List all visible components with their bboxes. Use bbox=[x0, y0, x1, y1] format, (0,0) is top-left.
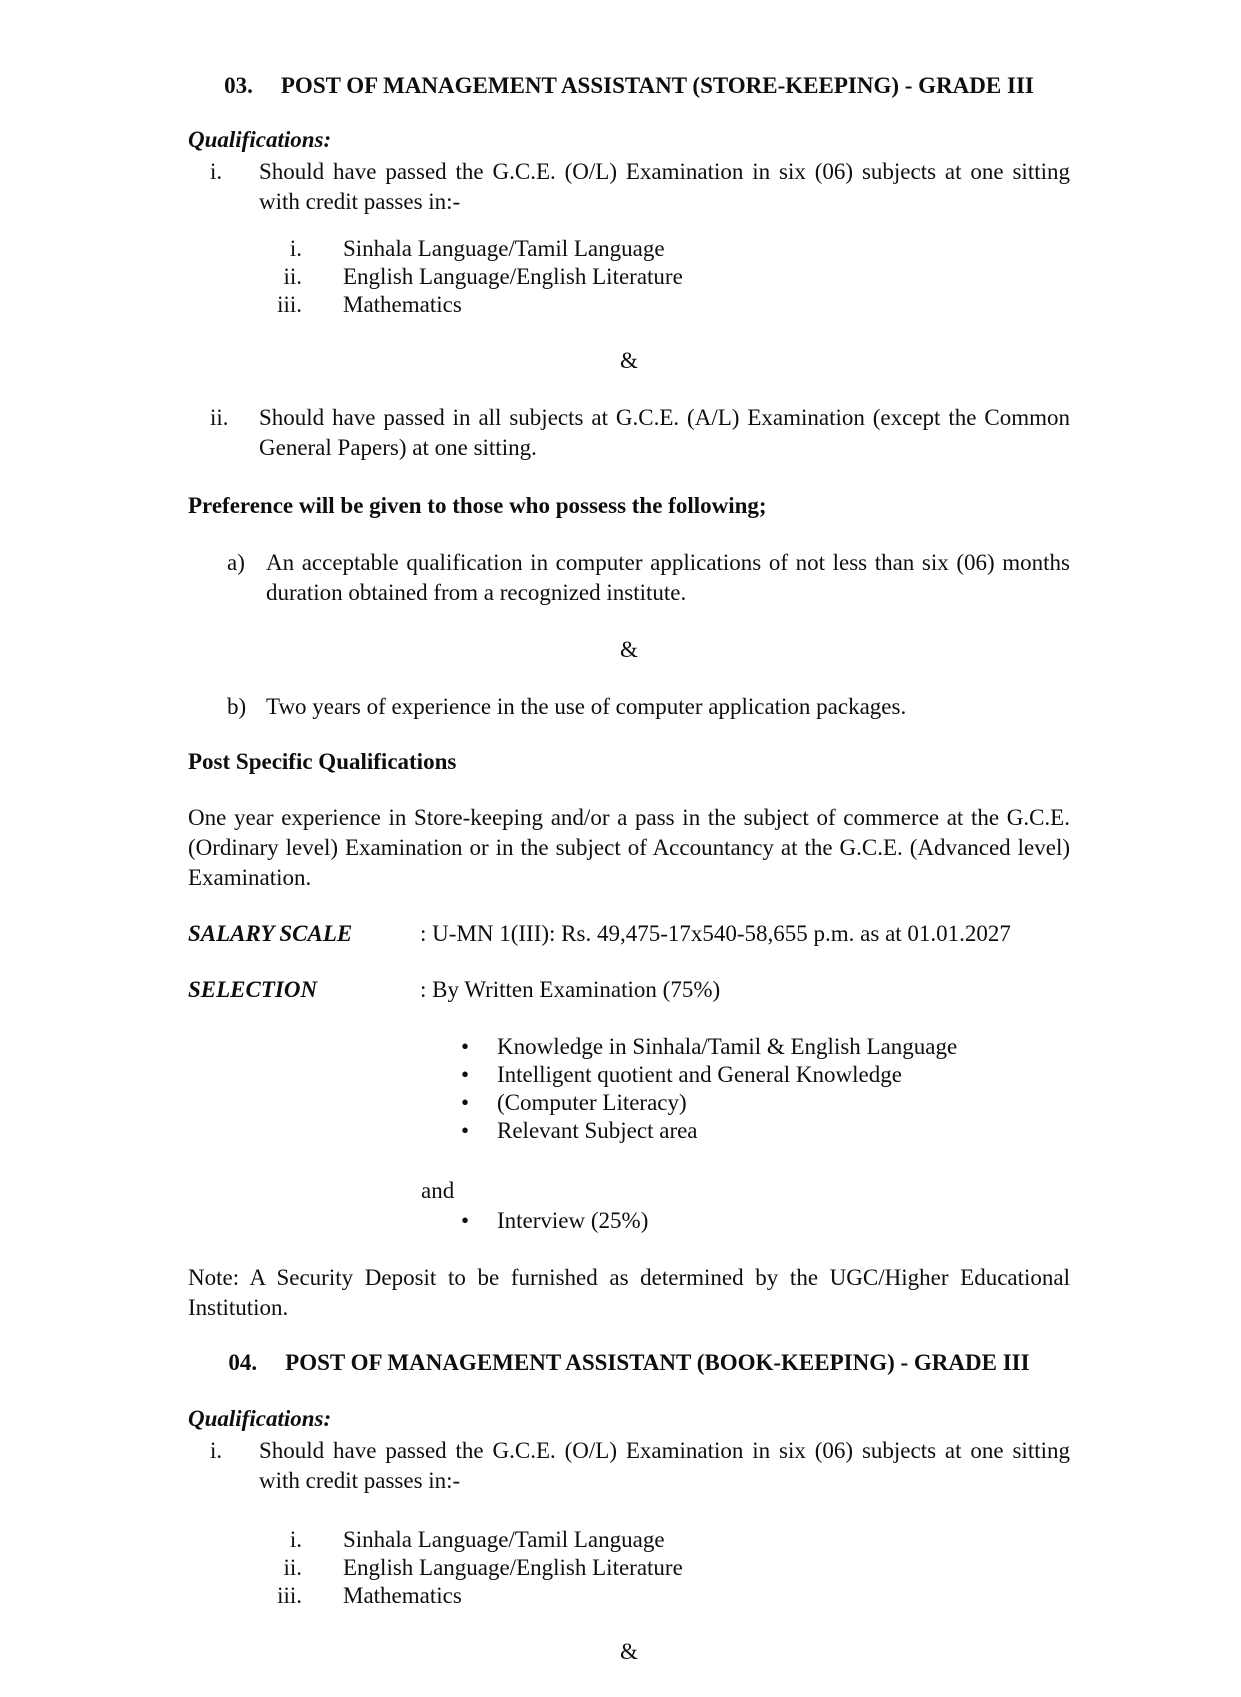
salary-scale-row bbox=[188, 919, 1070, 949]
credit-pass-subjects bbox=[188, 235, 1070, 319]
selection-row bbox=[188, 975, 1070, 1005]
preference-item-a-text: An acceptable qualification in computer applications of not less than six (06) months duration obtained from a recognized institute. bbox=[266, 550, 1070, 605]
subject-marker: ii. bbox=[283, 264, 302, 289]
subject-marker: iii. bbox=[277, 1583, 302, 1608]
preference-item-b-text: Two years of experience in the use of computer application packages. bbox=[266, 694, 907, 719]
selection-value: : By Written Examination (75%) bbox=[420, 977, 721, 1002]
list-marker-a: a) bbox=[227, 550, 245, 575]
qualifications-label: Qualifications: bbox=[188, 1406, 332, 1431]
security-deposit-note: Note: A Security Deposit to be furnished as determined by the UGC/Higher Educational Institution. bbox=[188, 1265, 1070, 1320]
subject-text: Mathematics bbox=[343, 292, 462, 317]
ampersand-separator: & bbox=[620, 1639, 638, 1664]
preference-item-b bbox=[188, 692, 1070, 722]
section-04-title: POST OF MANAGEMENT ASSISTANT (BOOK-KEEPING) - GRADE III bbox=[285, 1350, 1030, 1375]
section-03-number: 03. bbox=[224, 73, 253, 98]
salary-scale-label: SALARY SCALE bbox=[188, 921, 353, 946]
preference-heading: Preference will be given to those who possess the following; bbox=[188, 493, 767, 518]
bullet-icon: • bbox=[461, 1208, 470, 1233]
subject-row bbox=[188, 235, 1070, 263]
interview-bullet-row bbox=[188, 1206, 1070, 1236]
qualification-item-i bbox=[188, 1436, 1070, 1496]
and-connector: and bbox=[421, 1178, 455, 1203]
subject-text: Sinhala Language/Tamil Language bbox=[343, 1527, 665, 1552]
section-03-heading bbox=[188, 71, 1070, 101]
selection-criteria-text: Knowledge in Sinhala/Tamil & English Language bbox=[497, 1034, 958, 1059]
list-marker-ii: ii. bbox=[210, 405, 229, 430]
selection-criteria-text: Intelligent quotient and General Knowledge bbox=[497, 1062, 902, 1087]
subject-marker: ii. bbox=[283, 1555, 302, 1580]
post-specific-qualifications-text: One year experience in Store-keeping and/or a pass in the subject of commerce at the G.C.E. (Ordinary level) Examination or in the subject of Accountancy at the G.C.E. (Advanced level) Examination. bbox=[188, 805, 1070, 890]
subject-text: Sinhala Language/Tamil Language bbox=[343, 236, 665, 261]
list-marker-i: i. bbox=[210, 1438, 223, 1463]
subject-row bbox=[188, 1526, 1070, 1554]
subject-row bbox=[188, 1582, 1070, 1610]
bullet-icon: • bbox=[461, 1034, 470, 1059]
bullet-icon: • bbox=[461, 1062, 470, 1087]
section-04-number: 04. bbox=[228, 1350, 258, 1375]
qualification-item-ii-text: Should have passed in all subjects at G.C.E. (A/L) Examination (except the Common General Papers) at one sitting. bbox=[259, 405, 1070, 460]
bullet-icon: • bbox=[461, 1090, 470, 1115]
post-specific-qualifications-heading: Post Specific Qualifications bbox=[188, 749, 457, 774]
bullet-icon: • bbox=[461, 1118, 470, 1143]
preference-item-a bbox=[188, 548, 1070, 608]
list-marker-i: i. bbox=[210, 159, 223, 184]
selection-criteria-list bbox=[188, 1033, 1070, 1145]
qualification-item-ii bbox=[188, 403, 1070, 463]
subject-row bbox=[188, 263, 1070, 291]
qualification-item-i-text: Should have passed the G.C.E. (O/L) Examination in six (06) subjects at one sitting with credit passes in:- bbox=[259, 159, 1070, 214]
subject-row bbox=[188, 1554, 1070, 1582]
credit-pass-subjects bbox=[188, 1526, 1070, 1610]
selection-criteria-row bbox=[188, 1061, 1070, 1089]
subject-text: English Language/English Literature bbox=[343, 1555, 683, 1580]
ampersand-separator: & bbox=[620, 637, 638, 662]
subject-text: Mathematics bbox=[343, 1583, 462, 1608]
interview-bullet-text: Interview (25%) bbox=[497, 1208, 649, 1233]
subject-text: English Language/English Literature bbox=[343, 264, 683, 289]
section-03-title: POST OF MANAGEMENT ASSISTANT (STORE-KEEPING) - GRADE III bbox=[280, 73, 1034, 98]
qualification-item-i-text: Should have passed the G.C.E. (O/L) Examination in six (06) subjects at one sitting with credit passes in:- bbox=[259, 1438, 1070, 1493]
selection-criteria-row bbox=[188, 1117, 1070, 1145]
selection-label: SELECTION bbox=[188, 977, 318, 1002]
ampersand-separator: & bbox=[620, 348, 638, 373]
subject-marker: i. bbox=[289, 1527, 302, 1552]
subject-marker: iii. bbox=[277, 292, 302, 317]
selection-criteria-text: (Computer Literacy) bbox=[497, 1090, 687, 1115]
section-04-heading bbox=[188, 1348, 1070, 1378]
salary-scale-value: : U-MN 1(III): Rs. 49,475-17x540-58,655 p.m. as at 01.01.2027 bbox=[420, 921, 1011, 946]
selection-criteria-row bbox=[188, 1033, 1070, 1061]
selection-criteria-row bbox=[188, 1089, 1070, 1117]
list-marker-b: b) bbox=[227, 694, 247, 719]
document-content bbox=[188, 71, 1070, 1667]
selection-criteria-text: Relevant Subject area bbox=[497, 1118, 698, 1143]
subject-marker: i. bbox=[289, 236, 302, 261]
qualifications-label: Qualifications: bbox=[188, 127, 332, 152]
subject-row bbox=[188, 291, 1070, 319]
qualification-item-i bbox=[188, 157, 1070, 217]
